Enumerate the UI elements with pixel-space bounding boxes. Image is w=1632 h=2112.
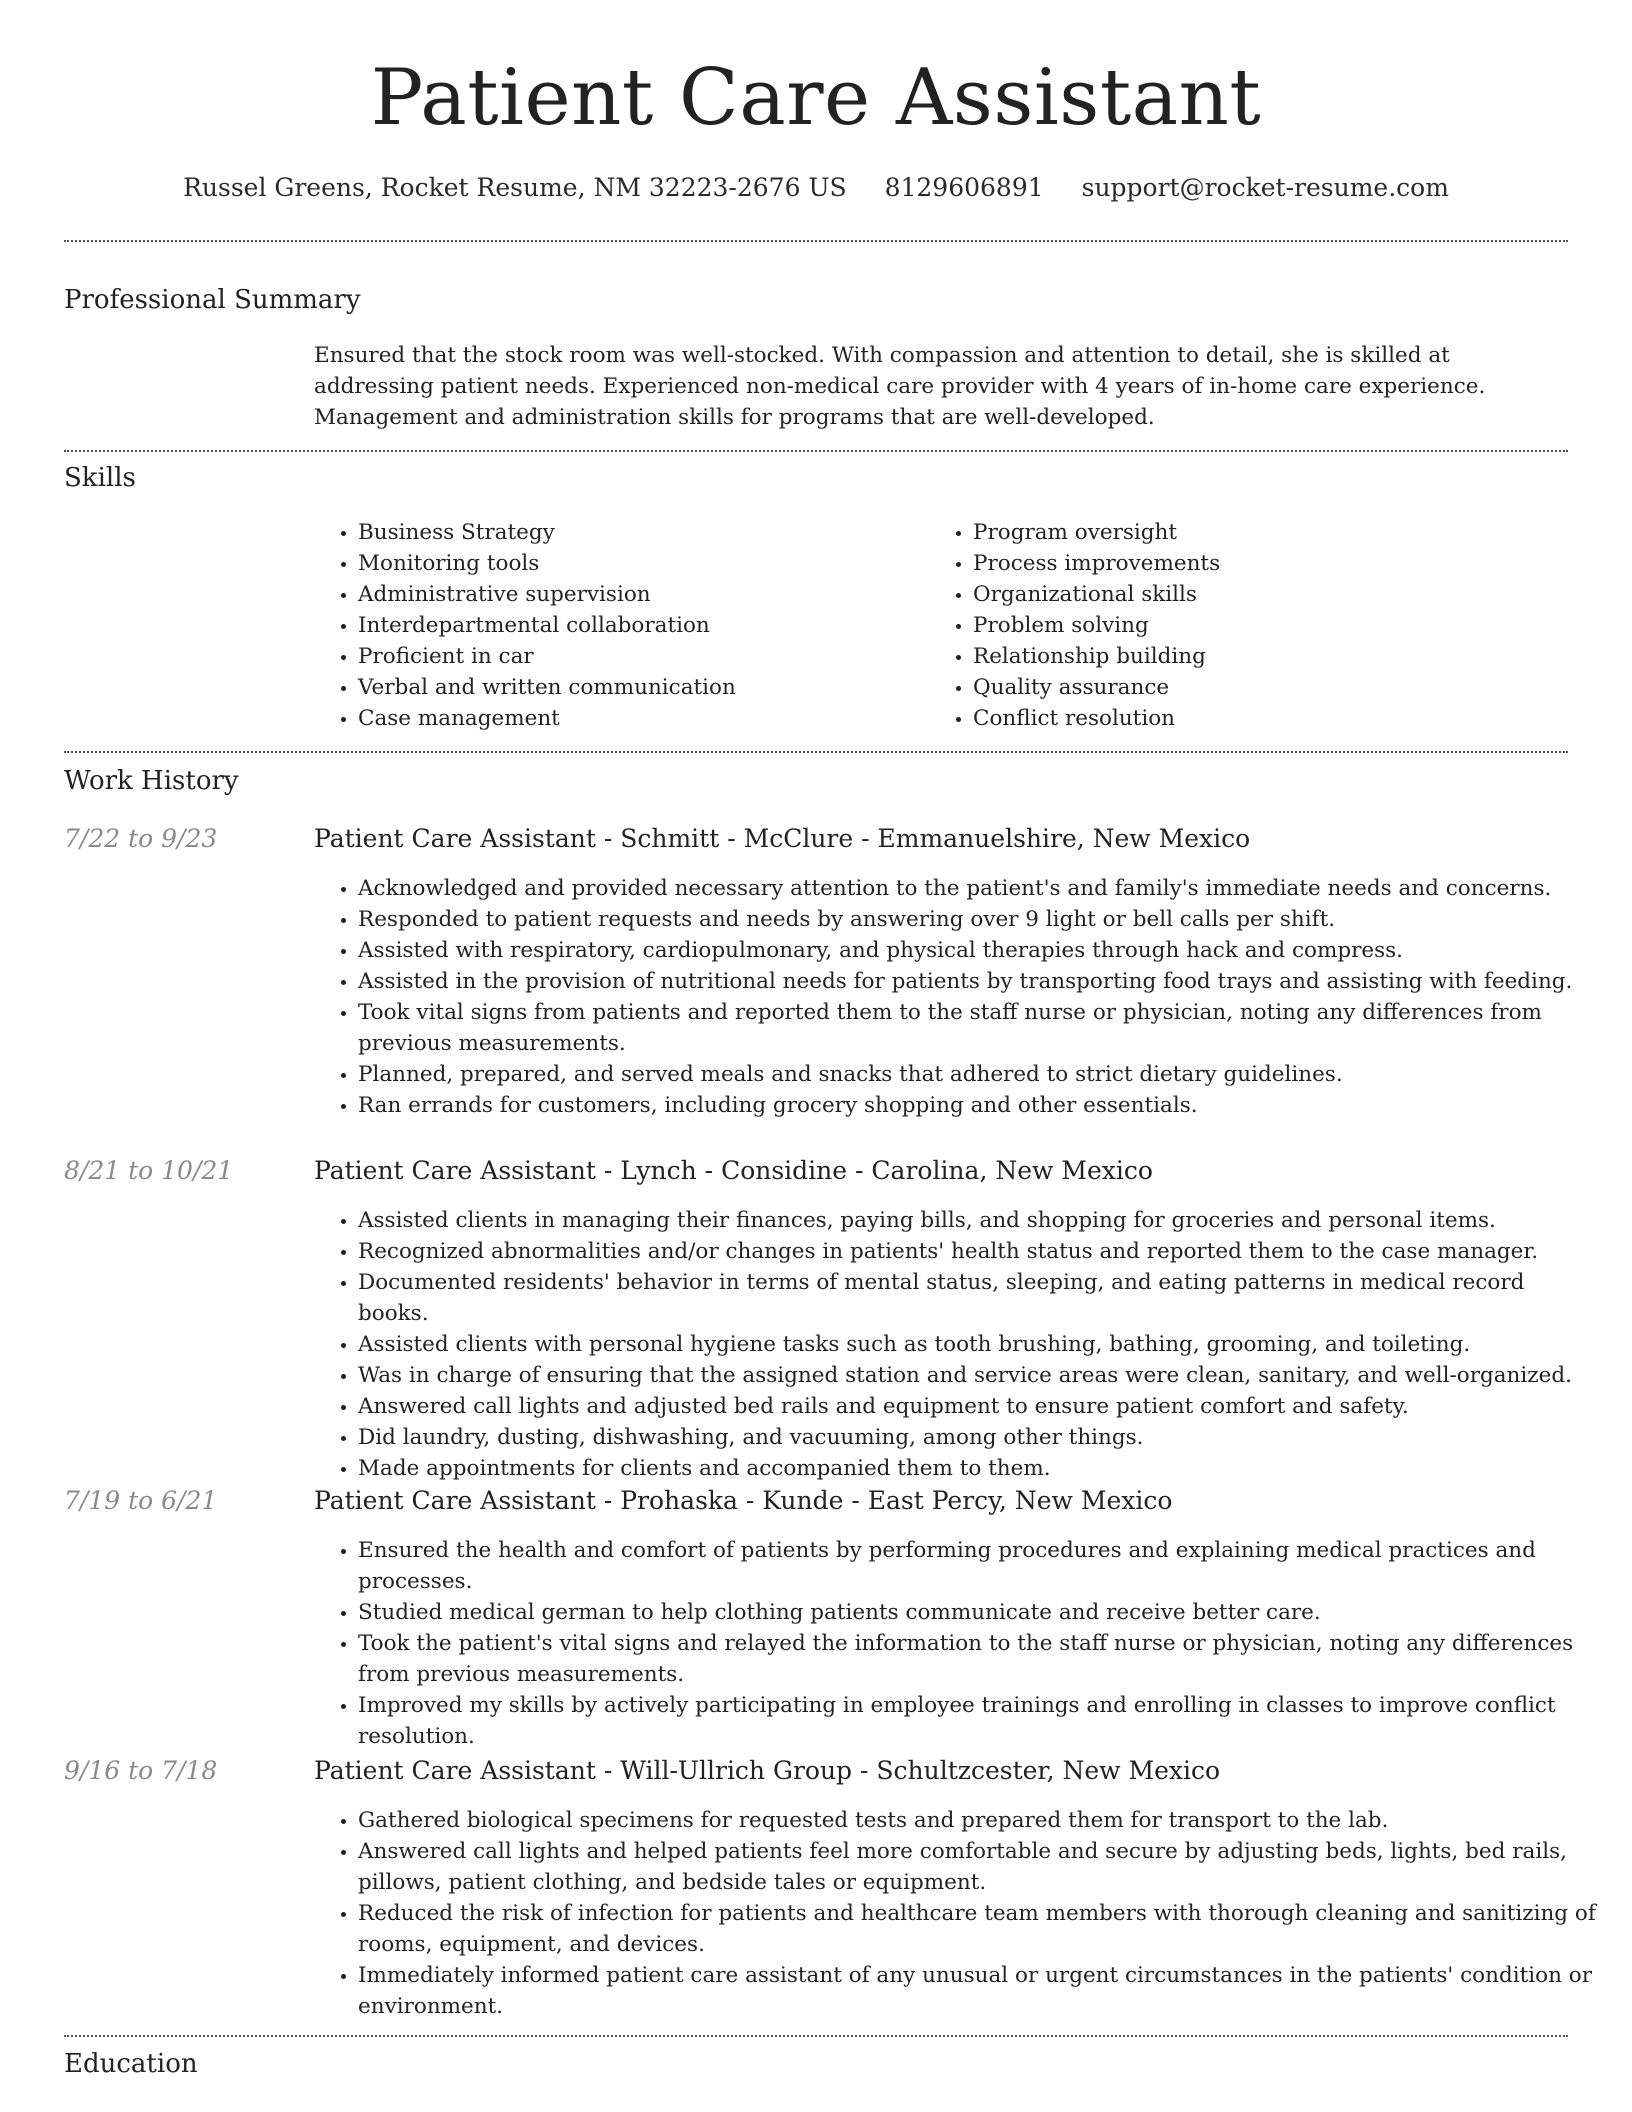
skill-item: • Organizational skills: [973, 579, 1529, 610]
job-dates: 7/19 to 6/21: [64, 1486, 218, 1515]
job-bullet: • Answered call lights and helped patients feel more comfortable and secure by adjusting beds, lights, bed rails, pillows, patient clothing, and bedside tales or equipment.: [358, 1836, 1598, 1898]
job-bullet: • Immediately informed patient care assistant of any unusual or urgent circumstances in the patients' condition or environment.: [358, 1960, 1598, 2022]
job-bullet: • Assisted clients with personal hygiene tasks such as tooth brushing, bathing, grooming, and toileting.: [358, 1329, 1598, 1360]
job-title: Patient Care Assistant - Prohaska - Kunde - East Percy, New Mexico: [314, 1486, 1173, 1515]
skills-column-right: [929, 517, 1529, 734]
education-heading: Education: [64, 2049, 198, 2079]
skill-item: • Administrative supervision: [358, 579, 914, 610]
job-bullet: • Made appointments for clients and accompanied them to them.: [358, 1453, 1598, 1484]
skill-item: • Business Strategy: [358, 517, 914, 548]
job-dates: 9/16 to 7/18: [64, 1756, 218, 1785]
job-bullet: • Assisted in the provision of nutritional needs for patients by transporting food trays and assisting with feeding.: [358, 966, 1598, 997]
skill-item: • Interdepartmental collaboration: [358, 610, 914, 641]
job-bullet: • Improved my skills by actively participating in employee trainings and enrolling in classes to improve conflict resolution.: [358, 1690, 1598, 1752]
job-bullet: • Did laundry, dusting, dishwashing, and vacuuming, among other things.: [358, 1422, 1598, 1453]
skill-item: • Monitoring tools: [358, 548, 914, 579]
job-bullet: • Acknowledged and provided necessary attention to the patient's and family's immediate needs and concerns.: [358, 873, 1598, 904]
skills-heading: Skills: [64, 463, 136, 493]
contact-address: Russel Greens, Rocket Resume, NM 32223-2676 US: [183, 173, 847, 202]
job-bullet: • Took the patient's vital signs and relayed the information to the staff nurse or physician, noting any differences from previous measurements.: [358, 1628, 1598, 1690]
job-bullets: [314, 1205, 1570, 1484]
job-bullet: • Planned, prepared, and served meals and snacks that adhered to strict dietary guidelines.: [358, 1059, 1598, 1090]
job-bullets: [314, 1805, 1596, 2022]
contact-email: support@rocket-resume.com: [1081, 173, 1449, 202]
skill-item: • Verbal and written communication: [358, 672, 914, 703]
contact-line: [0, 168, 1632, 208]
job-bullet: • Responded to patient requests and needs by answering over 9 light or bell calls per shift.: [358, 904, 1598, 935]
job-title: Patient Care Assistant - Schmitt - McClure - Emmanuelshire, New Mexico: [314, 824, 1251, 853]
skill-item: • Process improvements: [973, 548, 1529, 579]
section-divider: [64, 751, 1568, 753]
section-divider: [64, 240, 1568, 242]
job-title: Patient Care Assistant - Will-Ullrich Group - Schultzcester, New Mexico: [314, 1756, 1221, 1785]
skill-item: • Program oversight: [973, 517, 1529, 548]
job-bullet: • Took vital signs from patients and reported them to the staff nurse or physician, noting any differences from previous measurements.: [358, 997, 1598, 1059]
job-bullets: [314, 1535, 1574, 1752]
job-bullet: • Gathered biological specimens for requested tests and prepared them for transport to the lab.: [358, 1805, 1598, 1836]
job-bullet: • Ensured the health and comfort of patients by performing procedures and explaining medical practices and processes.: [358, 1535, 1598, 1597]
section-divider: [64, 450, 1568, 452]
job-dates: 8/21 to 10/21: [64, 1156, 234, 1185]
skills-column-left: [314, 517, 914, 734]
summary-heading: Professional Summary: [64, 285, 361, 315]
summary-text: Ensured that the stock room was well-stocked. With compassion and attention to detail, she is skilled at addressing patient needs. Experienced non-medical care provider with 4 years of in-home care experience. Management and administration skills for programs that are well-developed.: [314, 343, 1486, 430]
skill-item: • Conflict resolution: [973, 703, 1529, 734]
resume-name: Patient Care Assistant: [370, 53, 1262, 143]
job-bullet: • Reduced the risk of infection for patients and healthcare team members with thorough cleaning and sanitizing of rooms, equipment, and devices.: [358, 1898, 1598, 1960]
job-bullet: • Assisted with respiratory, cardiopulmonary, and physical therapies through hack and compress.: [358, 935, 1598, 966]
section-divider: [64, 2035, 1568, 2037]
work-history-heading: Work History: [64, 766, 239, 796]
skill-item: • Relationship building: [973, 641, 1529, 672]
job-bullet: • Was in charge of ensuring that the assigned station and service areas were clean, sanitary, and well-organized.: [358, 1360, 1598, 1391]
skill-item: • Quality assurance: [973, 672, 1529, 703]
job-bullets: [314, 873, 1573, 1121]
job-bullet: • Studied medical german to help clothing patients communicate and receive better care.: [358, 1597, 1598, 1628]
job-bullet: • Recognized abnormalities and/or changes in patients' health status and reported them to the case manager.: [358, 1236, 1598, 1267]
skill-item: • Case management: [358, 703, 914, 734]
job-bullet: • Ran errands for customers, including grocery shopping and other essentials.: [358, 1090, 1598, 1121]
skill-item: • Proficient in car: [358, 641, 914, 672]
job-bullet: • Assisted clients in managing their finances, paying bills, and shopping for groceries and personal items.: [358, 1205, 1598, 1236]
contact-phone: 8129606891: [884, 173, 1044, 202]
job-title: Patient Care Assistant - Lynch - Considine - Carolina, New Mexico: [314, 1156, 1153, 1185]
job-bullet: • Documented residents' behavior in terms of mental status, sleeping, and eating patterns in medical record books.: [358, 1267, 1598, 1329]
skill-item: • Problem solving: [973, 610, 1529, 641]
job-bullet: • Answered call lights and adjusted bed rails and equipment to ensure patient comfort and safety.: [358, 1391, 1598, 1422]
job-dates: 7/22 to 9/23: [64, 824, 218, 853]
